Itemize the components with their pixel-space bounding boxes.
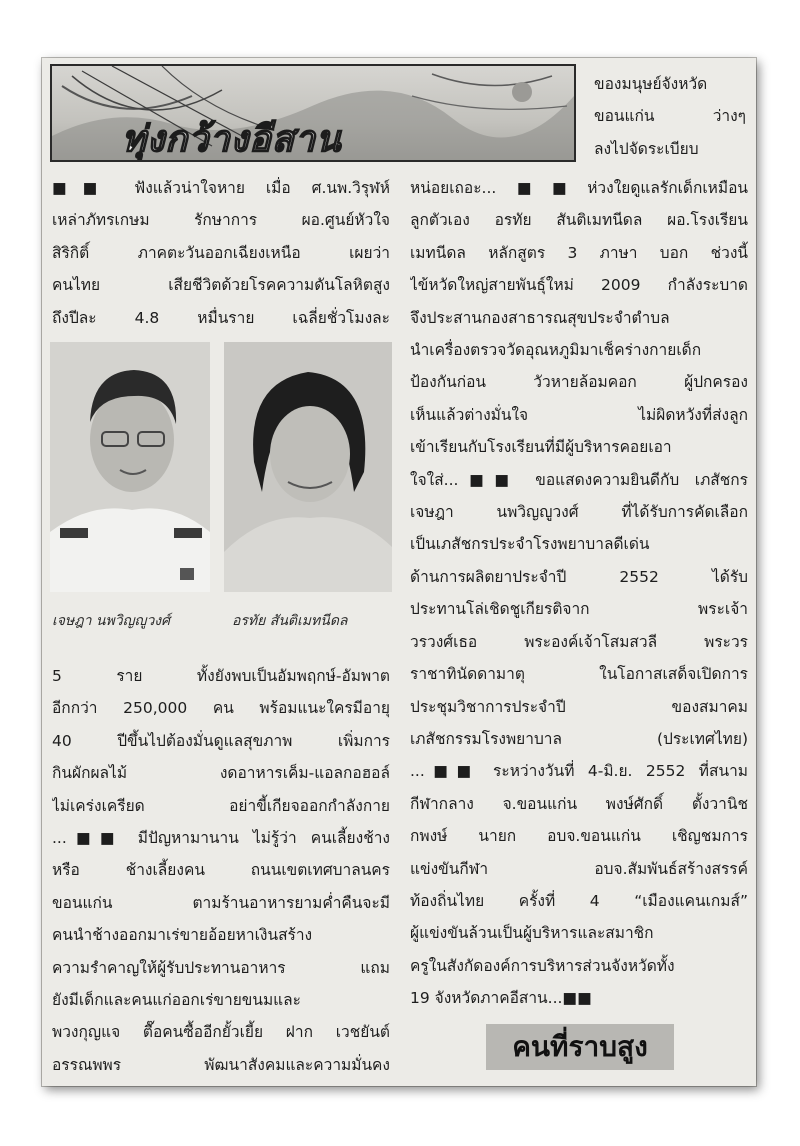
newspaper-clipping	[42, 58, 756, 1086]
text-line: กินผักผลไม้ งดอาหารเค็ม-แอลกอฮอล์	[52, 764, 390, 783]
text-line: ประทานโล่เชิดชูเกียรติจาก พระเจ้า	[410, 600, 748, 619]
text-line: 19 จังหวัดภาคอีสาน...■■	[410, 989, 592, 1008]
text-line: เภสัชกรรมโรงพยาบาล (ประเทศไทย)	[410, 729, 748, 748]
text-line: ไม่เคร่งเครียด อย่าขี้เกียจออกกำลังกาย	[52, 796, 390, 815]
text-line: ความรำคาญให้ผู้รับประทานอาหาร แถม	[52, 958, 390, 977]
intro-column	[594, 68, 746, 165]
text-line: ขอนแก่น ตามร้านอาหารยามค่ำคืนจะมี	[52, 893, 390, 912]
text-line: แข่งขันกีฬา อบจ.สัมพันธ์สร้างสรรค์	[410, 859, 748, 878]
text-line: ยังมีเด็กและคนแก่ออกเร่ขายขนมและ	[52, 991, 301, 1010]
text-line: ขอนแก่น ว่างๆ	[594, 107, 746, 126]
text-line: อีกกว่า 250,000 คน พร้อมแนะใครมีอายุ	[52, 699, 390, 718]
left-column-bottom	[52, 660, 390, 1081]
text-line: ...■■ ระหว่างวันที่ 4-มิ.ย. 2552 ที่สนาม	[410, 762, 748, 781]
text-line: เจษฎา นพวิญญูวงศ์ ที่ได้รับการคัดเลือก	[410, 503, 748, 522]
text-line: ครูในสังกัดองค์การบริหารส่วนจังหวัดทั้ง	[410, 956, 675, 975]
text-line: 5 ราย ทั้งยังพบเป็นอัมพฤกษ์-อัมพาต	[52, 667, 390, 685]
text-line: เห็นแล้วต่างมั่นใจ ไม่ผิดหวังที่ส่งลูก	[410, 405, 748, 424]
text-line: ...■■ มีปัญหามานาน ไม่รู้ว่า คนเลี้ยงช้าง	[52, 829, 390, 848]
author-signoff: คนที่ราบสูง	[486, 1024, 674, 1070]
text-line: ถึงปีละ 4.8 หมื่นราย เฉลี่ยชั่วโมงละ	[52, 308, 390, 327]
text-line: ใจใส่...■■ ขอแสดงความยินดีกับ เภสัชกร	[410, 470, 748, 489]
text-line: ลูกตัวเอง อรทัย สันติเมทนีดล ผอ.โรงเรียน	[410, 211, 748, 230]
text-line: ผู้แข่งขันล้วนเป็นผู้บริหารและสมาชิก	[410, 924, 654, 943]
text-line: ลงไปจัดระเบียบ	[594, 139, 699, 158]
text-line: นำเครื่องตรวจวัดอุณหภูมิมาเช็คร่างกายเด็ก	[410, 341, 702, 360]
text-line: เมทนีดล หลักสูตร 3 ภาษา บอก ช่วงนี้	[410, 243, 748, 262]
banner-title: ทุ่งกว้างอีสาน	[122, 118, 342, 160]
text-line: 40 ปีขึ้นไปต้องมั่นดูแลสุขภาพ เพิ่มการ	[52, 731, 390, 750]
right-column	[410, 172, 748, 1015]
text-line: ราชาทินัดดามาตุ ในโอกาสเสด็จเปิดการ	[410, 665, 748, 684]
text-line: พวงกุญแจ ตื๊อคนซื้ออีกยั้วเยี้ย ฝาก เวชยันต์	[52, 1023, 390, 1042]
text-line: จึงประสานกองสาธารณสุขประจำตำบล	[410, 308, 670, 327]
text-line: คนไทย เสียชีวิตด้วยโรคความดันโลหิตสูง	[52, 276, 390, 295]
text-line: คนนำช้างออกมาเร่ขายอ้อยหาเงินสร้าง	[52, 926, 313, 945]
text-line: เป็นเภสัชกรประจำโรงพยาบาลดีเด่น	[410, 535, 650, 554]
text-line: เหล่าภัทรเกษม รักษาการ ผอ.ศูนย์หัวใจ	[52, 211, 390, 230]
text-line: ท้องถิ่นไทย ครั้งที่ 4 “เมืองแคนเกมส์”	[410, 891, 748, 910]
text-line: ■■ ฟังแล้วน่าใจหาย เมื่อ ศ.นพ.วิรุฬห์	[52, 179, 390, 197]
left-column-top	[52, 172, 390, 334]
text-line: หน่อยเถอะ...■■ห่วงใยดูแลรักเด็กเหมือน	[410, 179, 748, 197]
text-line: ของมนุษย์จังหวัด	[594, 75, 708, 93]
text-line: วรวงศ์เธอ พระองค์เจ้าโสมสวลี พระวร	[410, 632, 748, 651]
text-line: หรือ ช้างเลี้ยงคน ถนนเขตเทศบาลนคร	[52, 861, 390, 880]
column-banner	[50, 64, 576, 162]
portrait-photo-1	[50, 342, 210, 592]
text-line: ป้องกันก่อน วัวหายล้อมคอก ผู้ปกครอง	[410, 373, 748, 392]
photo-caption-2: อรทัย สันติเมทนีดล	[232, 613, 348, 629]
portrait-photo-2	[224, 342, 392, 592]
text-line: เข้าเรียนกับโรงเรียนที่มีผู้บริหารคอยเอา	[410, 438, 672, 457]
text-line: สิริกิติ์ ภาคตะวันออกเฉียงเหนือ เผยว่า	[52, 243, 390, 262]
text-line: อรรณพพร พัฒนาสังคมและความมั่นคง	[52, 1055, 390, 1074]
text-line: กีฬากลาง จ.ขอนแก่น พงษ์ศักดิ์ ตั้งวานิช	[410, 794, 748, 813]
photo-caption-1: เจษฎา นพวิญญูวงศ์	[52, 613, 171, 629]
text-line: ไข้หวัดใหญ่สายพันธุ์ใหม่ 2009 กำลังระบาด	[410, 276, 748, 295]
text-line: ประชุมวิชาการประจำปี ของสมาคม	[410, 697, 748, 716]
text-line: ด้านการผลิตยาประจำปี 2552 ได้รับ	[410, 567, 748, 586]
text-line: กพงษ์ นายก อบจ.ขอนแก่น เชิญชมการ	[410, 827, 748, 846]
